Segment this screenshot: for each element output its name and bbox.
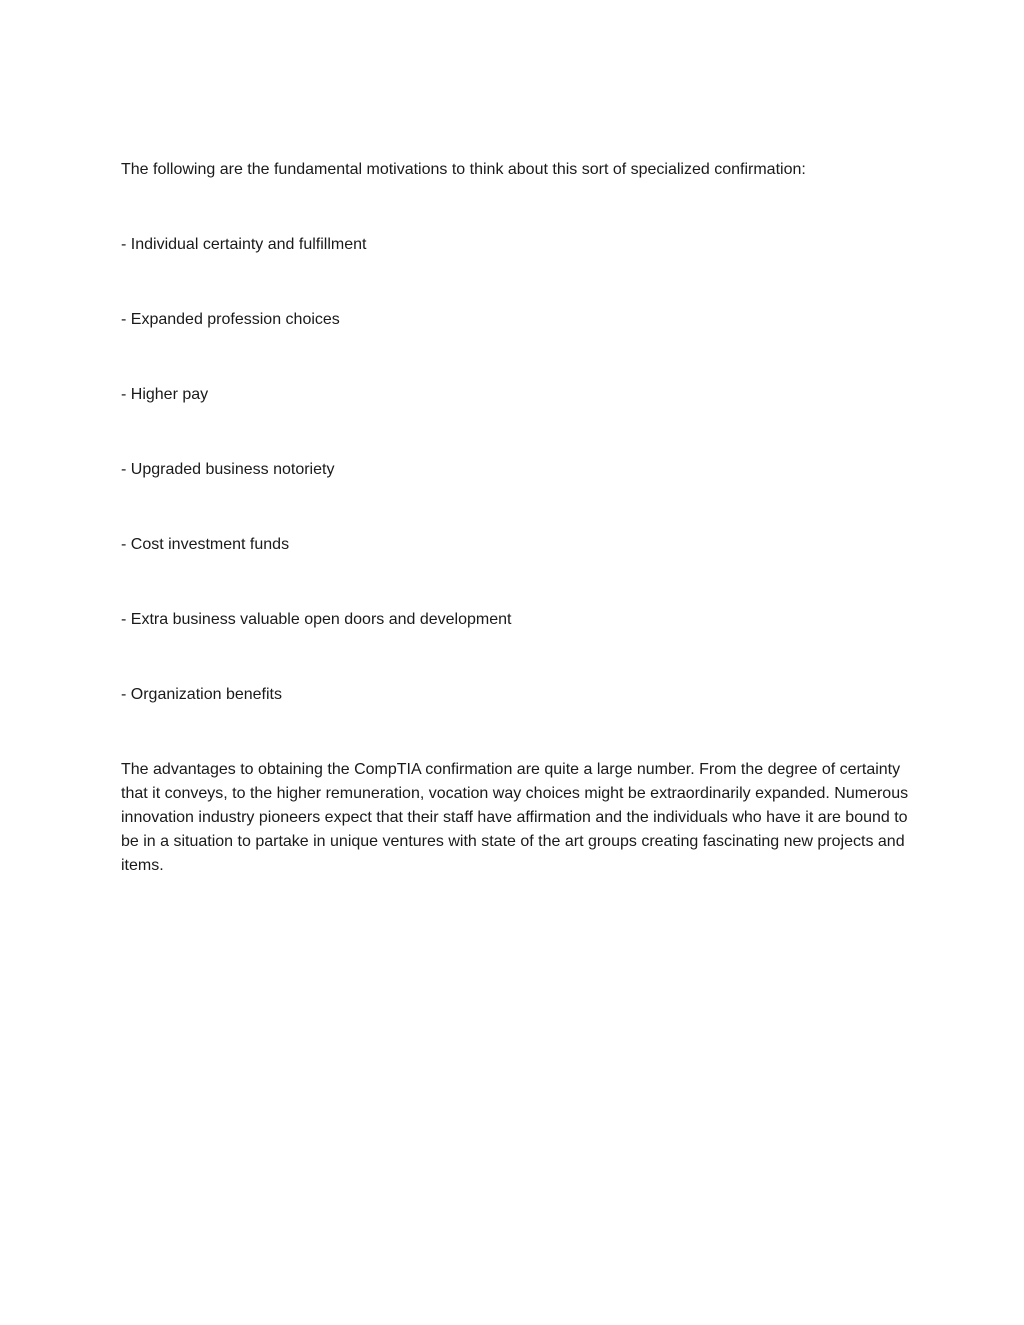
list-item: - Organization benefits [121,686,282,703]
list-item: - Cost investment funds [121,536,290,553]
list-item: - Expanded profession choices [121,311,340,328]
motivation-list [121,233,911,707]
list-item: - Upgraded business notoriety [121,461,335,478]
intro-paragraph: The following are the fundamental motivations to think about this sort of specialized confirmation: [121,161,806,178]
closing-paragraph: The advantages to obtaining the CompTIA confirmation are quite a large number. From the degree of certainty that it conveys, to the higher remuneration, vocation way choices might be extraordinarily expanded. Numerous innovation industry pioneers expect that their staff have affirmation and the individuals who have it are bound to be in a situation to partake in unique ventures with state of the art groups creating fascinating new projects and items. [121,761,909,874]
list-item: - Higher pay [121,386,209,403]
document-body [121,158,911,878]
list-item: - Extra business valuable open doors and development [121,611,512,628]
list-item: - Individual certainty and fulfillment [121,236,367,253]
